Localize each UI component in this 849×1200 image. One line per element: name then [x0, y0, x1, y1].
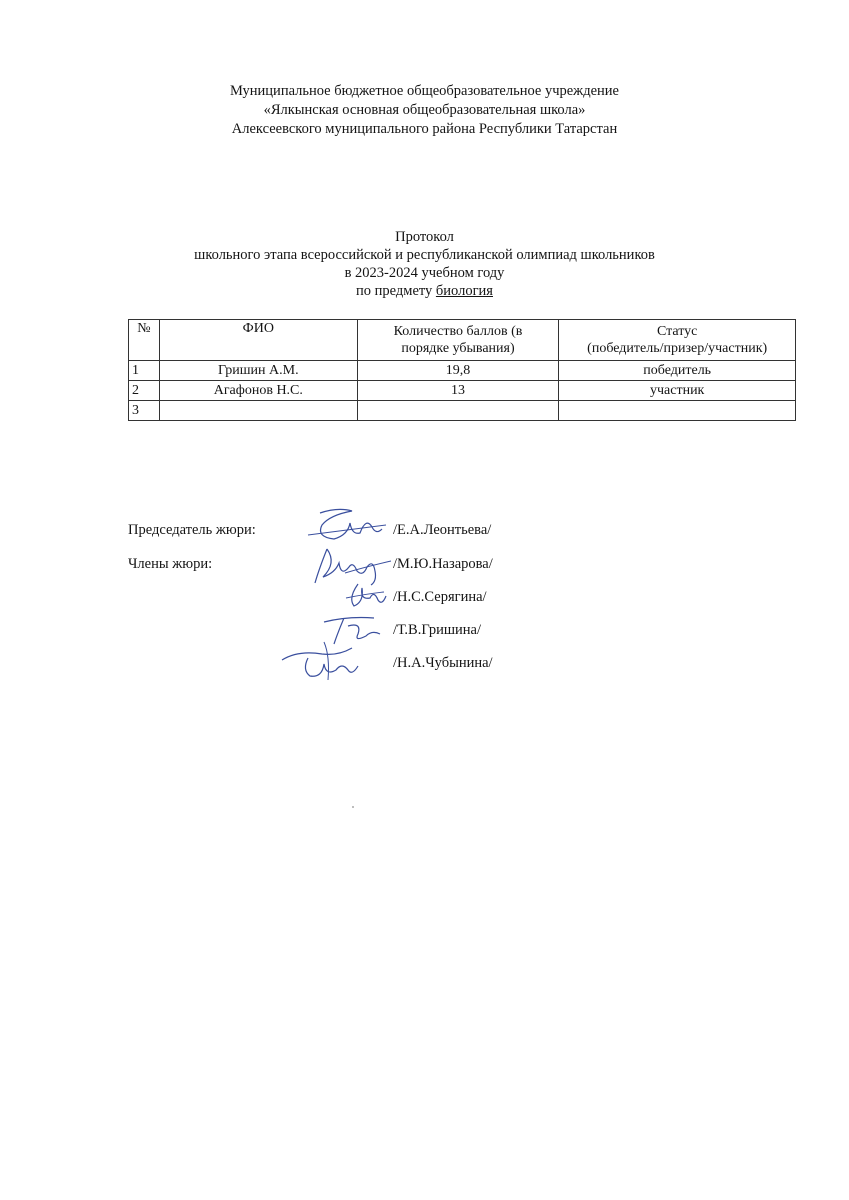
- row-status: участник: [559, 381, 796, 401]
- protocol-title-block: [0, 228, 849, 300]
- jury-member-row: [0, 655, 849, 685]
- header-name: ФИО: [159, 320, 357, 361]
- row-score: 19,8: [357, 361, 559, 381]
- protocol-title: Протокол: [395, 229, 454, 245]
- header-score-line-2: порядке убывания): [401, 341, 515, 356]
- jury-members-label: Члены жюри:: [128, 556, 213, 572]
- protocol-line-2: школьного этапа всероссийской и республиканской олимпиад школьников: [194, 247, 655, 263]
- jury-member-row: [0, 589, 849, 619]
- header-status: [559, 320, 796, 361]
- header-status-line-1: Статус: [656, 324, 698, 339]
- table-row: [129, 361, 796, 381]
- row-score: 13: [357, 381, 559, 401]
- protocol-subject-line: [0, 282, 849, 300]
- signature-chair: [300, 505, 390, 545]
- row-status: [559, 401, 796, 421]
- header-status-line-2: (победитель/призер/участник): [587, 341, 768, 356]
- scan-speck: [352, 806, 354, 808]
- row-num: 1: [129, 361, 160, 381]
- jury-member-name: /Н.А.Чубынина/: [393, 655, 493, 671]
- row-score: [357, 401, 559, 421]
- signature-member-2: [338, 580, 388, 610]
- row-name: Агафонов Н.С.: [159, 381, 357, 401]
- table-row: [129, 381, 796, 401]
- header-score: [357, 320, 559, 361]
- row-num: 2: [129, 381, 160, 401]
- subject-value: биология: [435, 283, 493, 299]
- signature-member-4: [278, 640, 370, 684]
- jury-chair-row: [0, 522, 849, 552]
- header-line-1: Муниципальное бюджетное общеобразовательное учреждение: [230, 83, 619, 99]
- table-header-row: [129, 320, 796, 361]
- row-status: победитель: [559, 361, 796, 381]
- header-score-line-1: Количество баллов (в: [393, 324, 523, 339]
- jury-member-row: [0, 556, 849, 586]
- jury-member-name: /Н.С.Серягина/: [393, 589, 487, 605]
- jury-member-row: [0, 622, 849, 652]
- jury-member-name: /М.Ю.Назарова/: [393, 556, 493, 572]
- jury-chair-label: Председатель жюри:: [128, 522, 256, 538]
- protocol-line-3: в 2023-2024 учебном году: [344, 265, 505, 281]
- row-name: [159, 401, 357, 421]
- results-table: [128, 319, 796, 421]
- school-header: [0, 82, 849, 139]
- header-line-3: Алексеевского муниципального района Республики Татарстан: [231, 121, 618, 137]
- jury-chair-name: /Е.А.Леонтьева/: [393, 522, 492, 538]
- header-num: №: [129, 320, 160, 361]
- subject-prefix: по предмету: [356, 283, 436, 299]
- header-line-2: «Ялкынская основная общеобразовательная школа»: [263, 102, 586, 118]
- jury-member-name: /Т.В.Гришина/: [393, 622, 481, 638]
- table-row: [129, 401, 796, 421]
- row-num: 3: [129, 401, 160, 421]
- row-name: Гришин А.М.: [159, 361, 357, 381]
